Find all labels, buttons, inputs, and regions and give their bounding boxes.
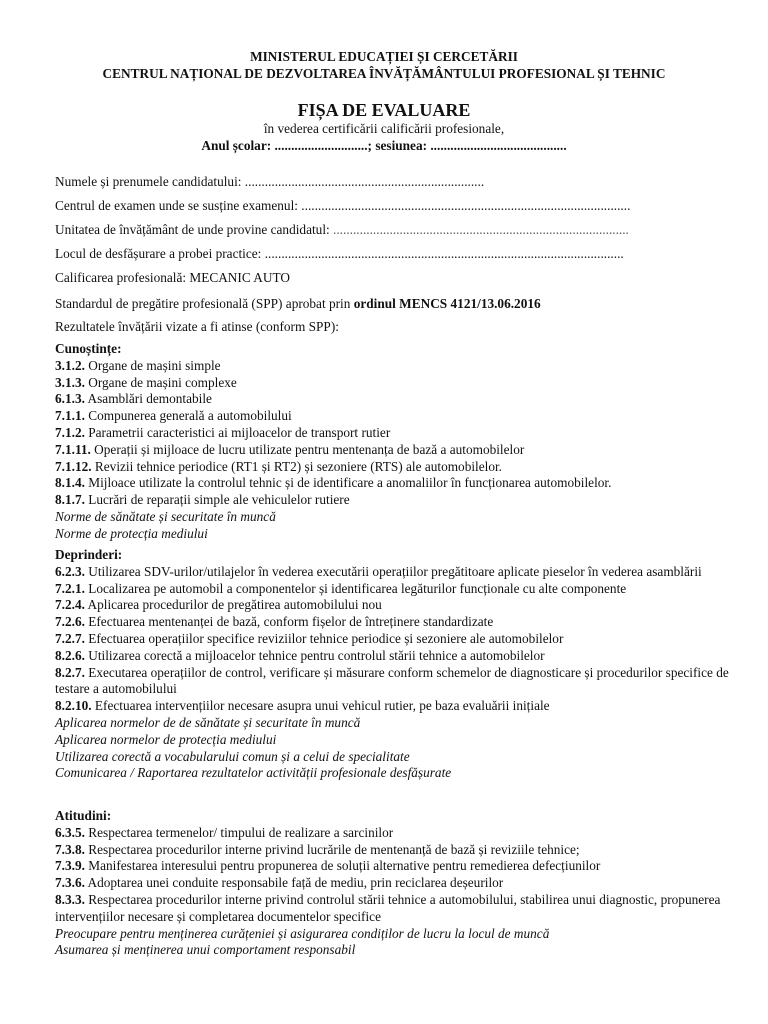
italic-item: Asumarea și menținerea unui comportament responsabil [55, 942, 356, 958]
item-text: Efectuarea intervențiilor necesare asupra unui vehicul rutier, pe baza evaluării inițiale [91, 698, 550, 714]
school-year-blank: ............................; [271, 138, 376, 153]
item-text: Respectarea procedurilor interne privind controlul stării tehnice a automobilului, stabilirea unui diagnostic, propunerea intervențiilor necesare și completarea documentelor specifice [55, 891, 721, 924]
session-label: sesiunea: [375, 138, 428, 153]
italic-item: Utilizarea corectă a vocabularului comun și a celui de specialitate [55, 748, 410, 764]
item-text: Organe de mașini simple [84, 357, 221, 373]
list-item [55, 698, 740, 715]
italic-item: Comunicarea / Raportarea rezultatelor activității profesionale desfășurate [55, 765, 452, 781]
list-item [55, 875, 740, 892]
item-code: 6.1.3. [55, 391, 85, 407]
list-item [55, 842, 740, 859]
candidate-name-field [55, 174, 735, 190]
list-item [55, 375, 740, 392]
item-code: 7.3.9. [55, 858, 85, 874]
list-item [55, 648, 740, 665]
item-text: Operații și mijloace de lucru utilizate pentru mentenanța de bază a automobilelor [90, 441, 525, 457]
session-blank: ......................................... [427, 138, 567, 153]
item-text: Mijloace utilizate la controlul tehnic și de identificare a anomaliilor în funcționarea automobilelor. [84, 475, 612, 491]
item-code: 8.2.6. [55, 647, 85, 663]
exam-center-field [55, 198, 735, 214]
item-code: 8.3.3. [55, 891, 85, 907]
item-text: Parametrii caracteristici ai mijloacelor de transport rutier [84, 424, 391, 440]
list-item [55, 631, 740, 648]
item-code: 7.1.11. [55, 441, 91, 457]
school-year-label: Anul școlar: [201, 138, 272, 153]
item-code: 7.3.6. [55, 875, 85, 891]
item-text: Manifestarea interesului pentru propunerea de soluții alternative pentru remedierea defecțiunilor [84, 858, 601, 874]
italic-item: Aplicarea normelor de protecția mediului [55, 731, 277, 747]
document-title: FIȘA DE EVALUARE [297, 100, 471, 120]
list-item [55, 425, 740, 442]
skills-heading: Deprinderi: [55, 547, 123, 562]
italic-item: Preocupare pentru menținerea curățeniei și asigurarea condiților de lucru la locul de muncă [55, 925, 550, 941]
item-text: Lucrări de reparații simple ale vehiculelor rutiere [84, 492, 350, 508]
item-text: Efectuarea operațiilor specifice reviziilor tehnice periodice și sezoniere ale automobilelor [84, 630, 564, 646]
list-item [55, 892, 740, 926]
item-code: 7.1.2. [55, 424, 85, 440]
list-item [55, 825, 740, 842]
item-text: Respectarea termenelor/ timpului de realizare a sarcinilor [84, 824, 394, 840]
item-code: 8.2.10. [55, 698, 92, 714]
location-label: Locul de desfășurare a probei practice: [55, 246, 262, 261]
item-text: Aplicarea procedurilor de pregătirea automobilului nou [84, 597, 382, 613]
location-blank: ............................................................................................................ [261, 246, 624, 261]
list-item [55, 475, 740, 492]
candidate-name-blank: ........................................................................ [241, 174, 485, 189]
center-header: CENTRUL NAȚIONAL DE DEZVOLTAREA ÎNVĂȚĂMÂNTULUI PROFESIONAL ȘI TEHNIC [102, 66, 666, 81]
item-code: 3.1.2. [55, 357, 85, 373]
list-item [55, 581, 740, 598]
item-code: 3.1.3. [55, 374, 85, 390]
item-code: 7.2.4. [55, 597, 85, 613]
qualification-value: MECANIC AUTO [186, 270, 290, 285]
ministry-header: MINISTERUL EDUCAȚIEI ȘI CERCETĂRII [250, 49, 518, 64]
item-code: 7.1.1. [55, 408, 85, 424]
skills-section [55, 547, 740, 782]
item-text: Asamblări demontabile [84, 391, 212, 407]
knowledge-heading: Cunoștințe: [55, 341, 122, 356]
item-text: Utilizarea corectă a mijloacelor tehnice pentru controlul stării tehnice a automobilelor [84, 647, 545, 663]
list-item [55, 442, 740, 459]
standard-label: Standardul de pregătire profesională (SPP) aprobat prin [55, 296, 354, 311]
item-code: 7.2.7. [55, 630, 85, 646]
qualification-label: Calificarea profesională: [55, 270, 187, 285]
school-year-line [0, 138, 768, 154]
item-code: 8.1.7. [55, 492, 85, 508]
location-field [55, 246, 735, 262]
item-text: Adoptarea unei conduite responsabile față de mediu, prin reciclarea deșeurilor [84, 875, 504, 891]
document-subtitle: în vederea certificării calificării profesionale, [263, 121, 505, 136]
list-item [55, 858, 740, 875]
list-item [55, 665, 740, 699]
attitudes-heading: Atitudini: [55, 808, 112, 823]
item-text: Revizii tehnice periodice (RT1 și RT2) și sezoniere (RTS) ale automobilelor. [91, 458, 503, 474]
item-text: Compunerea generală a automobilului [84, 408, 292, 424]
italic-item: Norme de sănătate și securitate în muncă [55, 508, 276, 524]
list-item [55, 408, 740, 425]
qualification-field [55, 270, 735, 286]
item-text: Executarea operațiilor de control, verificare și măsurare conform schemelor de diagnosticare și procedurilor specifice de testare a automobilului [55, 664, 729, 697]
item-code: 7.3.8. [55, 841, 85, 857]
exam-center-blank: ................................................................................................... [297, 198, 631, 213]
list-item [55, 459, 740, 476]
item-code: 7.2.6. [55, 614, 85, 630]
school-blank: ......................................................................................... [329, 222, 629, 237]
candidate-name-label: Numele și prenumele candidatului: [55, 174, 242, 189]
list-item [55, 492, 740, 509]
item-text: Utilizarea SDV-urilor/utilajelor în vederea executării operațiilor pregătitoare aplicate pieselor în vederea asamblării [84, 563, 702, 579]
item-code: 8.1.4. [55, 475, 85, 491]
list-item [55, 614, 740, 631]
exam-center-label: Centrul de examen unde se susține examenul: [55, 198, 298, 213]
standard-order: ordinul MENCS 4121/13.06.2016 [353, 296, 541, 311]
item-code: 8.2.7. [55, 664, 85, 680]
list-item [55, 358, 740, 375]
list-item [55, 391, 740, 408]
list-item [55, 564, 740, 581]
school-field [55, 222, 735, 238]
attitudes-section [55, 808, 740, 959]
item-code: 7.1.12. [55, 458, 92, 474]
italic-item: Norme de protecția mediului [55, 525, 208, 541]
school-label: Unitatea de învățământ de unde provine candidatul: [55, 222, 330, 237]
item-code: 6.3.5. [55, 824, 85, 840]
results-field [55, 319, 735, 335]
list-item [55, 597, 740, 614]
knowledge-section [55, 341, 740, 543]
italic-item: Aplicarea normelor de de sănătate și securitate în muncă [55, 714, 361, 730]
item-text: Organe de mașini complexe [84, 374, 237, 390]
standard-field [55, 296, 735, 312]
item-code: 6.2.3. [55, 563, 85, 579]
results-label: Rezultatele învățării vizate a fi atinse (conform SPP): [55, 319, 339, 334]
item-text: Respectarea procedurilor interne privind lucrările de mentenanță de bază și reviziile tehnice; [84, 841, 580, 857]
item-code: 7.2.1. [55, 580, 85, 596]
item-text: Efectuarea mentenanței de bază, conform fișelor de întreținere standardizate [84, 614, 494, 630]
item-text: Localizarea pe automobil a componentelor și identificarea legăturilor funcționale cu alte componente [84, 580, 627, 596]
